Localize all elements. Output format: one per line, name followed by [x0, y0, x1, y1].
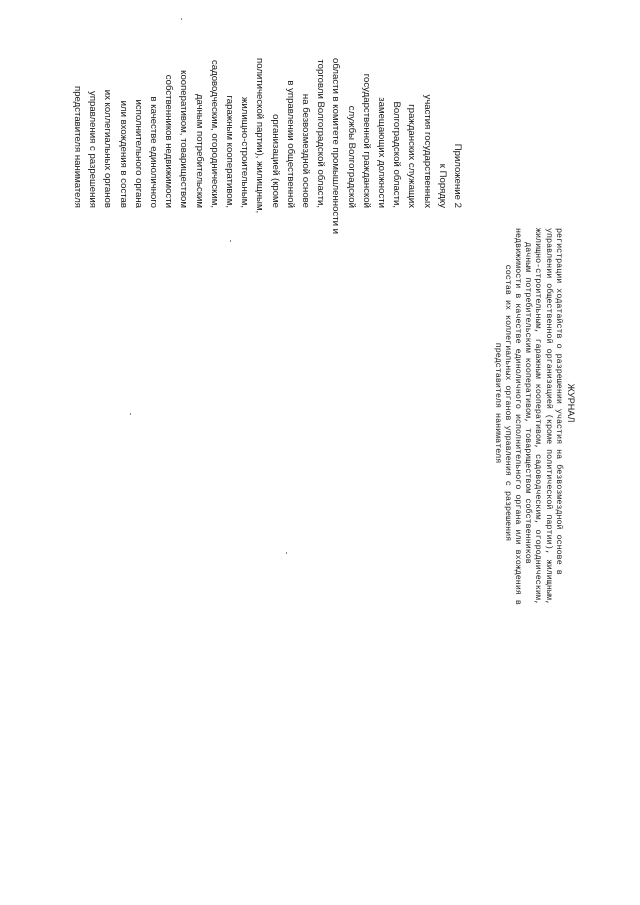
appendix-line: гражданских служащих [406, 104, 418, 208]
appendix-line: торговли Волгоградской области, [315, 59, 327, 208]
appendix-line: или вхождения в состав [117, 100, 129, 208]
appendix-line: в управлении общественной [284, 80, 296, 208]
journal-title-block [492, 228, 576, 605]
appendix-line: Приложение 2 [452, 143, 463, 208]
appendix-line: их коллегиальных органов [102, 89, 114, 208]
appendix-line: участия государственных [421, 94, 433, 208]
scan-speck [230, 240, 231, 242]
appendix-line: гаражным кооперативом, [223, 95, 235, 208]
appendix-line: жилищно-строительным, [239, 96, 251, 208]
appendix-line: организацией (кроме [269, 114, 281, 208]
appendix-line: к Порядку [436, 163, 448, 208]
appendix-line: в качестве единоличного [147, 96, 159, 208]
journal-line: дачным потребительским кооперативом, товариществом собственников [523, 242, 534, 564]
scan-speck [286, 552, 287, 554]
journal-heading: ЖУРНАЛ [566, 383, 576, 423]
appendix-line: исполнительного органа [132, 99, 144, 208]
appendix-line: государственной гражданской [360, 73, 372, 208]
appendix-line: кооперативом, товариществом [178, 70, 190, 208]
appendix-line: Волгоградской области, [391, 101, 403, 208]
appendix-line: на безвозмездной основе [299, 93, 311, 208]
appendix-line: службы Волгоградской [345, 105, 357, 208]
appendix-line: управления с разрешения [87, 91, 99, 208]
appendix-line: дачным потребительским [193, 93, 205, 208]
appendix-line: политической партии), жилищным, [254, 58, 266, 214]
journal-line: управлении общественной организацией (кроме политической партии), жилищным, [543, 228, 554, 605]
journal-line: состав их коллегиальных органов управления с разрешения [502, 264, 513, 542]
journal-line: жилищно-строительным, гаражным кооперативом, садоводческим, огородническим, [533, 228, 544, 605]
appendix-line: замещающих должности [375, 97, 387, 208]
journal-line: представителя нанимателя [492, 342, 503, 464]
journal-line: недвижимости в качестве единоличного исполнительного органа или вхождения в [512, 228, 523, 605]
appendix-line: собственников недвижимости [163, 74, 175, 208]
scan-speck [130, 413, 131, 415]
scan-speck [181, 18, 182, 20]
appendix-line: представителя нанимателя [71, 86, 83, 208]
journal-line: регистрации ходатайств о разрешении участия на безвозмездной основе в [553, 228, 564, 575]
appendix-block [70, 58, 465, 234]
appendix-line: садоводческим, огородническим, [208, 59, 220, 208]
appendix-line: области в комитете промышленности и [330, 58, 342, 234]
